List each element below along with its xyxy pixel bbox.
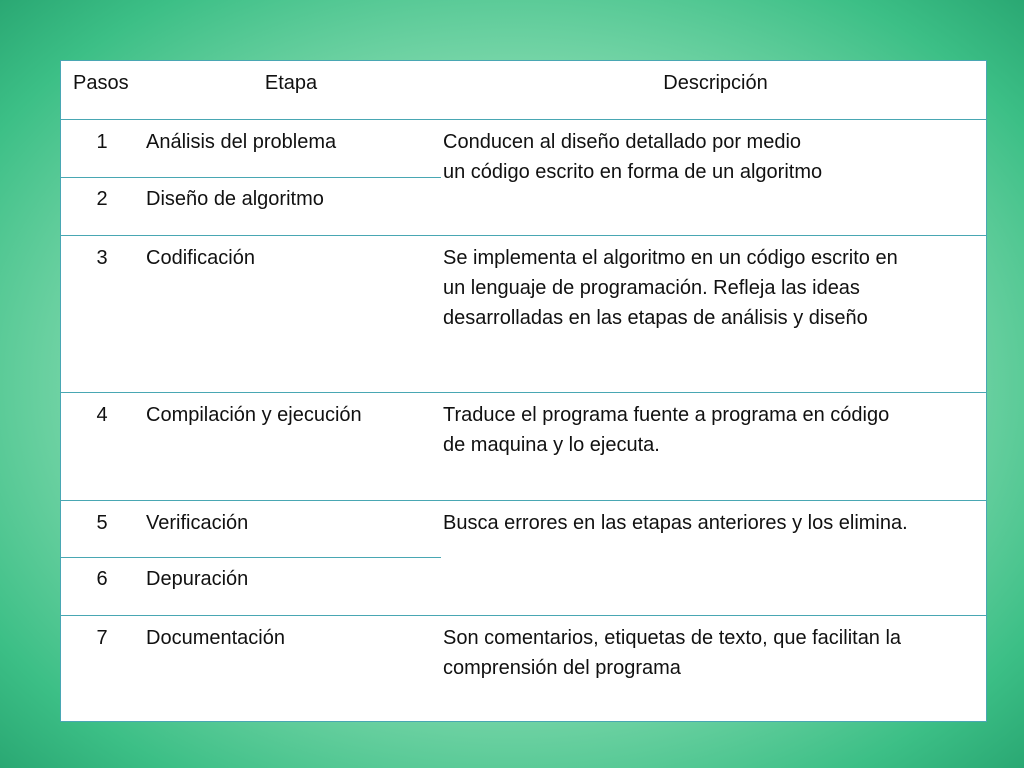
- row-1-descripcion: Conducen al diseño detallado por medio un código escrito en forma de un algoritmo: [443, 131, 823, 183]
- row-1-etapa: Análisis del problema: [146, 131, 337, 153]
- row-6-etapa: Depuración: [146, 568, 249, 590]
- steps-table: [60, 60, 987, 722]
- row-3-paso: 3: [96, 247, 108, 269]
- row-7-etapa: Documentación: [146, 627, 285, 649]
- row-1-paso: 1: [96, 131, 108, 153]
- header-descripcion: Descripción: [663, 72, 768, 94]
- row-7-paso: 7: [96, 627, 108, 649]
- row-4-paso: 4: [96, 404, 108, 426]
- table-row: [61, 120, 986, 236]
- row-2-etapa: Diseño de algoritmo: [146, 188, 324, 210]
- row-3-descripcion: Se implementa el algoritmo en un código escrito en un lenguaje de programación. Refleja las ideas desarrolladas en las etapas de análisis y diseño: [443, 247, 898, 329]
- table-row: [61, 501, 986, 616]
- row-6-paso: 6: [96, 568, 108, 590]
- row-4-etapa: Compilación y ejecución: [146, 404, 362, 426]
- row-7-descripcion: Son comentarios, etiquetas de texto, que facilitan la comprensión del programa: [443, 627, 902, 679]
- header-etapa: Etapa: [264, 72, 318, 94]
- table-row: [61, 393, 986, 501]
- row-5-descripcion: Busca errores en las etapas anteriores y los elimina.: [443, 512, 908, 534]
- row-3-etapa: Codificación: [146, 247, 255, 269]
- table-header-row: [61, 61, 986, 120]
- row-2-paso: 2: [96, 188, 108, 210]
- table-row: [61, 236, 986, 393]
- table-row: [61, 616, 986, 721]
- row-4-descripcion: Traduce el programa fuente a programa en código de maquina y lo ejecuta.: [443, 404, 890, 456]
- header-pasos: Pasos: [73, 72, 129, 94]
- row-5-paso: 5: [96, 512, 108, 534]
- row-5-etapa: Verificación: [146, 512, 249, 534]
